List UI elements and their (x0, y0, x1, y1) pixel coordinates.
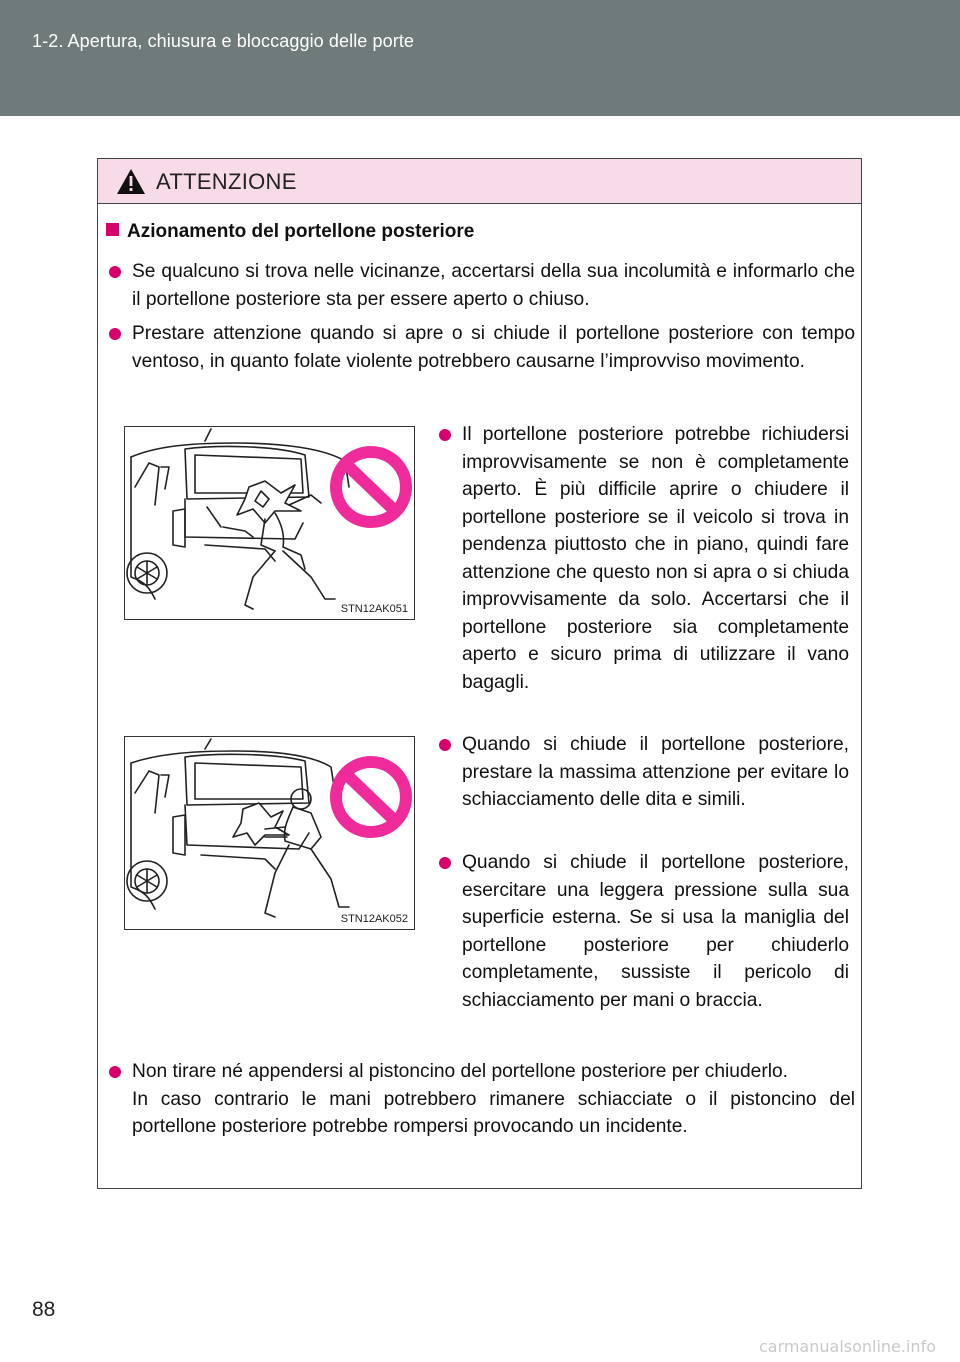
page-number: 88 (32, 1298, 56, 1321)
warning-triangle-icon (116, 168, 146, 195)
square-bullet-icon (106, 223, 119, 236)
bullet-item: Prestare attenzione quando si apre o si chiude il portellone posteriore con tempo ventoso, in quanto folate violente potrebbero causarne l’improvviso movimento. (106, 320, 855, 375)
bullet-line: Non tirare né appendersi al pistoncino del portellone posteriore per chiuderlo. (132, 1061, 788, 1082)
bullet-item: Se qualcuno si trova nelle vicinanze, accertarsi della sua incolumità e informarlo che il portellone posteriore sta per essere aperto o chiuso. (106, 258, 855, 313)
figure-code: STN12AK051 (340, 603, 408, 615)
section-title: 1-2. Apertura, chiusura e bloccaggio delle porte (32, 31, 415, 51)
bullet-item: Il portellone posteriore potrebbe richiudersi improvvisamente se non è completamente aperto. È più difficile aprire o chiudere il portellone posteriore se il veicolo si trova in pendenza piuttosto che in piano, quindi fare attenzione che questo non si apra o si chiuda improvvisamente da solo. Accertarsi che il portellone posteriore sia completamente aperto e sicuro prima di utilizzare il vano bagagli. (436, 421, 849, 696)
bullet-item: Quando si chiude il portellone posteriore, esercitare una leggera pressione sulla sua superficie esterna. Se si usa la maniglia del portellone posteriore per chiuderlo completamente, sussiste il pericolo di schiacciamento per mani o braccia. (436, 849, 849, 1014)
header-band (0, 0, 960, 116)
watermark: carmanualsonline.info (758, 1337, 936, 1356)
warning-header (98, 159, 861, 204)
illustration-figure-1 (124, 426, 415, 620)
bullet-item: Quando si chiude il portellone posteriore, prestare la massima attenzione per evitare lo schiacciamento delle dita e simili. (436, 731, 849, 814)
warning-box (97, 158, 862, 1189)
figure-code: STN12AK052 (340, 913, 408, 925)
bullet-item (106, 1058, 855, 1141)
tailgate-person-lifting-illustration (125, 427, 415, 620)
illustration-figure-2 (124, 736, 415, 930)
warning-label: ATTENZIONE (156, 169, 297, 194)
bullet-line: In caso contrario le mani potrebbero rimanere schiacciate o il pistoncino del portellone posteriore potrebbe rompersi provocando un incidente. (132, 1088, 855, 1137)
tailgate-person-closing-illustration (125, 737, 415, 930)
warning-heading: Azionamento del portellone posteriore (106, 221, 474, 243)
